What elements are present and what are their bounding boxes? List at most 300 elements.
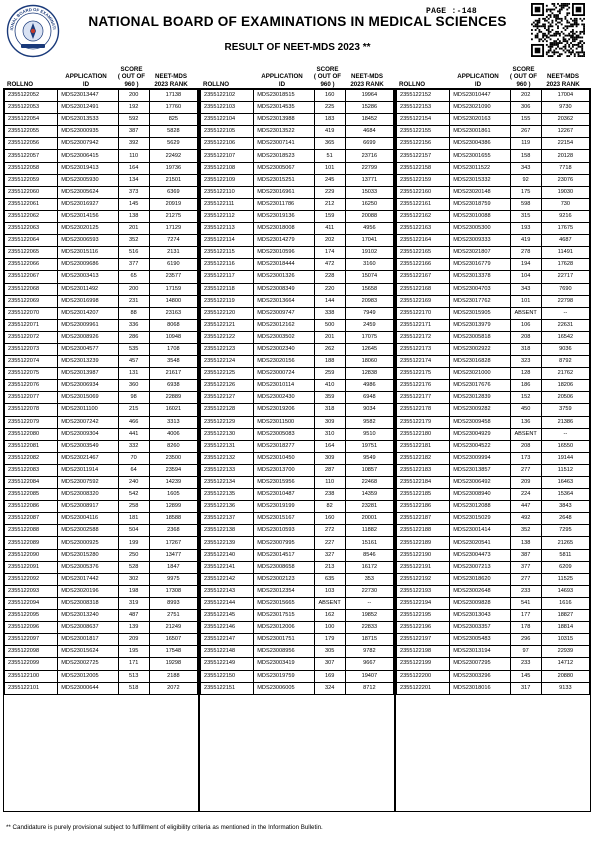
application-id-cell: MDS23006492 bbox=[450, 477, 510, 489]
table-row bbox=[5, 404, 198, 416]
score-cell: 128 bbox=[510, 368, 541, 380]
score-cell: 225 bbox=[314, 102, 345, 114]
roll-no-cell: 2355122055 bbox=[5, 126, 58, 138]
score-cell: 138 bbox=[510, 537, 541, 549]
roll-no-cell: 2355122183 bbox=[397, 464, 450, 476]
roll-no-cell: 2355122064 bbox=[5, 235, 58, 247]
roll-no-cell: 2355122102 bbox=[201, 90, 254, 102]
roll-no-cell: 2355122116 bbox=[201, 259, 254, 271]
roll-no-cell: 2355122117 bbox=[201, 271, 254, 283]
score-cell: 103 bbox=[314, 585, 345, 597]
score-cell: 233 bbox=[510, 585, 541, 597]
rank-cell: 7949 bbox=[345, 307, 393, 319]
rollno-header: ROLLNO bbox=[203, 80, 230, 88]
application-id-cell: MDS23004577 bbox=[58, 343, 118, 355]
application-id-cell: MDS23009686 bbox=[58, 259, 118, 271]
application-id-cell: MDS23011492 bbox=[58, 283, 118, 295]
score-cell: 88 bbox=[118, 307, 149, 319]
table-row bbox=[397, 162, 590, 174]
score-cell: 343 bbox=[510, 283, 541, 295]
table-row bbox=[5, 259, 198, 271]
roll-no-cell: 2355122171 bbox=[397, 319, 450, 331]
table-row bbox=[397, 90, 590, 102]
table-row bbox=[397, 489, 590, 501]
application-id-cell: MDS23013447 bbox=[58, 90, 118, 102]
rank-cell: 15161 bbox=[345, 537, 393, 549]
roll-no-cell: 2355122054 bbox=[5, 114, 58, 126]
application-id-cell: MDS23005067 bbox=[254, 162, 314, 174]
roll-no-cell: 2355122062 bbox=[5, 210, 58, 222]
application-id-cell: MDS23000935 bbox=[58, 126, 118, 138]
score-cell: 194 bbox=[510, 259, 541, 271]
table-row bbox=[397, 440, 590, 452]
score-cell: 212 bbox=[314, 198, 345, 210]
application-id-cell: MDS23019199 bbox=[254, 501, 314, 513]
table-row bbox=[201, 259, 394, 271]
rank-cell: 2131 bbox=[149, 247, 197, 259]
table-row bbox=[5, 126, 198, 138]
table-row bbox=[397, 610, 590, 622]
rank-cell: 16542 bbox=[541, 331, 589, 343]
roll-no-cell: 2355122119 bbox=[201, 295, 254, 307]
roll-no-cell: 2355122092 bbox=[5, 573, 58, 585]
roll-no-cell: 2355122198 bbox=[397, 646, 450, 658]
rank-cell: 15033 bbox=[345, 186, 393, 198]
application-id-cell: MDS23013522 bbox=[254, 126, 314, 138]
roll-no-cell: 2355122147 bbox=[201, 634, 254, 646]
score-cell: 160 bbox=[314, 90, 345, 102]
rank-cell: 17308 bbox=[149, 585, 197, 597]
table-row bbox=[5, 368, 198, 380]
score-cell: 97 bbox=[510, 646, 541, 658]
application-id-cell: MDS23000644 bbox=[58, 682, 118, 694]
rank-cell: 16463 bbox=[541, 477, 589, 489]
application-id-cell: MDS23015029 bbox=[450, 513, 510, 525]
score-cell: 307 bbox=[314, 658, 345, 670]
rank-cell: 2188 bbox=[149, 670, 197, 682]
application-id-cell: MDS23015665 bbox=[254, 597, 314, 609]
table-row bbox=[397, 646, 590, 658]
score-cell: 324 bbox=[314, 682, 345, 694]
score-cell: 208 bbox=[510, 331, 541, 343]
rank-cell: 9549 bbox=[345, 452, 393, 464]
table-row bbox=[5, 223, 198, 235]
roll-no-cell: 2355122160 bbox=[397, 186, 450, 198]
roll-no-cell: 2355122157 bbox=[397, 150, 450, 162]
application-id-cell: MDS23018444 bbox=[254, 259, 314, 271]
application-id-cell: MDS23017515 bbox=[254, 610, 314, 622]
application-id-cell: MDS23015251 bbox=[254, 174, 314, 186]
score-cell: 64 bbox=[118, 464, 149, 476]
table-row bbox=[397, 331, 590, 343]
rank-cell: 22833 bbox=[345, 622, 393, 634]
score-cell: 202 bbox=[510, 90, 541, 102]
roll-no-cell: 2355122124 bbox=[201, 356, 254, 368]
score-cell: 174 bbox=[314, 247, 345, 259]
table-row bbox=[397, 634, 590, 646]
table-row bbox=[5, 186, 198, 198]
roll-no-cell: 2355122194 bbox=[397, 597, 450, 609]
table-row bbox=[201, 525, 394, 537]
table-row bbox=[201, 622, 394, 634]
rank-cell: 20506 bbox=[541, 392, 589, 404]
table-row bbox=[397, 549, 590, 561]
roll-no-cell: 2355122135 bbox=[201, 489, 254, 501]
table-row bbox=[397, 585, 590, 597]
roll-no-cell: 2355122065 bbox=[5, 247, 58, 259]
score-cell: 419 bbox=[510, 235, 541, 247]
table-row bbox=[397, 247, 590, 259]
roll-no-cell: 2355122167 bbox=[397, 271, 450, 283]
table-row bbox=[397, 186, 590, 198]
roll-no-cell: 2355122150 bbox=[201, 670, 254, 682]
rank-cell: 4684 bbox=[345, 126, 393, 138]
rank-cell: 4006 bbox=[149, 428, 197, 440]
application-id-cell: MDS23009282 bbox=[450, 404, 510, 416]
score-cell: 145 bbox=[118, 198, 149, 210]
table-row bbox=[5, 646, 198, 658]
roll-no-cell: 2355122074 bbox=[5, 356, 58, 368]
application-id-cell: MDS23001326 bbox=[254, 271, 314, 283]
roll-no-cell: 2355122076 bbox=[5, 380, 58, 392]
roll-no-cell: 2355122132 bbox=[201, 452, 254, 464]
score-cell: 310 bbox=[314, 428, 345, 440]
rank-cell: 7690 bbox=[541, 283, 589, 295]
application-id-cell: MDS23008917 bbox=[58, 501, 118, 513]
table-row bbox=[397, 622, 590, 634]
application-id-cell: MDS23002588 bbox=[58, 525, 118, 537]
application-id-cell: MDS23004522 bbox=[450, 440, 510, 452]
application-id-cell: MDS23007942 bbox=[58, 138, 118, 150]
rank-cell: 730 bbox=[541, 198, 589, 210]
application-id-cell: MDS23004703 bbox=[450, 283, 510, 295]
score-cell: 441 bbox=[118, 428, 149, 440]
roll-no-cell: 2355122083 bbox=[5, 464, 58, 476]
table-row bbox=[5, 670, 198, 682]
table-row bbox=[5, 440, 198, 452]
roll-no-cell: 2355122199 bbox=[397, 658, 450, 670]
roll-no-cell: 2355122168 bbox=[397, 283, 450, 295]
application-id-cell: MDS23008320 bbox=[58, 489, 118, 501]
table-row bbox=[397, 561, 590, 573]
roll-no-cell: 2355122192 bbox=[397, 573, 450, 585]
application-id-cell: MDS23002648 bbox=[450, 585, 510, 597]
score-cell: 487 bbox=[118, 610, 149, 622]
application-id-cell: MDS23003357 bbox=[450, 622, 510, 634]
roll-no-cell: 2355122095 bbox=[5, 610, 58, 622]
application-id-cell: MDS23010447 bbox=[450, 90, 510, 102]
score-cell: 164 bbox=[118, 162, 149, 174]
application-id-cell: MDS23013664 bbox=[254, 295, 314, 307]
rank-cell: 14359 bbox=[345, 489, 393, 501]
rank-cell: 23716 bbox=[345, 150, 393, 162]
application-id-cell: MDS23018759 bbox=[450, 198, 510, 210]
application-id-cell: MDS23005376 bbox=[58, 561, 118, 573]
score-cell: 377 bbox=[118, 259, 149, 271]
table-row bbox=[397, 416, 590, 428]
rank-cell: 22939 bbox=[541, 646, 589, 658]
score-cell: 144 bbox=[314, 295, 345, 307]
score-cell: 359 bbox=[314, 392, 345, 404]
column-headers-2 bbox=[199, 66, 391, 88]
roll-no-cell: 2355122130 bbox=[201, 428, 254, 440]
rank-cell: 4687 bbox=[541, 235, 589, 247]
score-cell: 472 bbox=[314, 259, 345, 271]
rank-cell: 3843 bbox=[541, 501, 589, 513]
table-row bbox=[5, 549, 198, 561]
score-cell: 592 bbox=[118, 114, 149, 126]
rank-cell: 20128 bbox=[541, 150, 589, 162]
table-row bbox=[5, 198, 198, 210]
roll-no-cell: 2355122176 bbox=[397, 380, 450, 392]
score-cell: 169 bbox=[314, 670, 345, 682]
rank-cell: -- bbox=[541, 428, 589, 440]
roll-no-cell: 2355122105 bbox=[201, 126, 254, 138]
table-row bbox=[5, 138, 198, 150]
application-id-cell: MDS23009458 bbox=[450, 416, 510, 428]
score-cell: 186 bbox=[510, 380, 541, 392]
application-id-cell: MDS23013194 bbox=[450, 646, 510, 658]
application-id-cell: MDS23010114 bbox=[254, 380, 314, 392]
table-row bbox=[201, 343, 394, 355]
score-cell: 139 bbox=[118, 622, 149, 634]
score-cell: 352 bbox=[118, 235, 149, 247]
roll-no-cell: 2355122152 bbox=[397, 90, 450, 102]
rank-cell: 15074 bbox=[345, 271, 393, 283]
table-row bbox=[397, 452, 590, 464]
application-id-cell: MDS23008926 bbox=[58, 331, 118, 343]
rank-cell: 17004 bbox=[541, 90, 589, 102]
roll-no-cell: 2355122104 bbox=[201, 114, 254, 126]
roll-no-cell: 2355122078 bbox=[5, 404, 58, 416]
score-cell: 466 bbox=[118, 416, 149, 428]
table-row bbox=[201, 126, 394, 138]
application-id-header: APPLICATION ID bbox=[261, 73, 303, 88]
application-id-cell: MDS23021000 bbox=[450, 368, 510, 380]
application-id-cell: MDS23020125 bbox=[58, 223, 118, 235]
score-cell: 410 bbox=[314, 380, 345, 392]
roll-no-cell: 2355122129 bbox=[201, 416, 254, 428]
application-id-cell: MDS23010088 bbox=[450, 210, 510, 222]
score-cell: 365 bbox=[314, 138, 345, 150]
score-cell: 277 bbox=[510, 573, 541, 585]
score-cell: 202 bbox=[314, 235, 345, 247]
application-id-cell: MDS23013987 bbox=[58, 368, 118, 380]
rank-cell: 19964 bbox=[345, 90, 393, 102]
rank-cell: 18452 bbox=[345, 114, 393, 126]
application-id-cell: MDS23020541 bbox=[450, 537, 510, 549]
score-cell: 272 bbox=[314, 525, 345, 537]
table-row bbox=[397, 126, 590, 138]
score-cell: 450 bbox=[510, 404, 541, 416]
table-row bbox=[201, 368, 394, 380]
score-cell: 188 bbox=[314, 356, 345, 368]
rank-cell: 15286 bbox=[345, 102, 393, 114]
rank-cell: 2648 bbox=[541, 513, 589, 525]
rank-cell: 19407 bbox=[345, 670, 393, 682]
score-cell: 286 bbox=[118, 331, 149, 343]
table-row bbox=[5, 477, 198, 489]
roll-no-cell: 2355122159 bbox=[397, 174, 450, 186]
table-row bbox=[201, 561, 394, 573]
rank-cell: 13771 bbox=[345, 174, 393, 186]
table-row bbox=[201, 150, 394, 162]
application-id-cell: MDS23009994 bbox=[450, 452, 510, 464]
rank-cell: 19144 bbox=[541, 452, 589, 464]
table-row bbox=[201, 356, 394, 368]
rank-cell: 18715 bbox=[345, 634, 393, 646]
application-id-cell: MDS23020163 bbox=[450, 114, 510, 126]
score-cell: 209 bbox=[510, 477, 541, 489]
roll-no-cell: 2355122184 bbox=[397, 477, 450, 489]
application-id-cell: MDS23005930 bbox=[58, 174, 118, 186]
table-row bbox=[201, 162, 394, 174]
table-row bbox=[201, 416, 394, 428]
rank-cell: 18588 bbox=[149, 513, 197, 525]
table-row bbox=[397, 307, 590, 319]
application-id-cell: MDS23002725 bbox=[58, 658, 118, 670]
rank-cell: 22798 bbox=[541, 295, 589, 307]
rank-header: NEET-MDS 2023 RANK bbox=[154, 73, 188, 88]
application-id-cell: MDS23000724 bbox=[254, 368, 314, 380]
application-id-cell: MDS23015069 bbox=[58, 392, 118, 404]
table-row bbox=[201, 682, 394, 694]
roll-no-cell: 2355122162 bbox=[397, 210, 450, 222]
rank-cell: 1847 bbox=[149, 561, 197, 573]
roll-no-cell: 2355122182 bbox=[397, 452, 450, 464]
rank-header: NEET-MDS 2023 RANK bbox=[350, 73, 384, 88]
rank-cell: 4986 bbox=[345, 380, 393, 392]
application-id-cell: MDS23004116 bbox=[58, 513, 118, 525]
rank-cell: 9034 bbox=[345, 404, 393, 416]
roll-no-cell: 2355122073 bbox=[5, 343, 58, 355]
application-id-cell: MDS23005300 bbox=[450, 223, 510, 235]
score-cell: 220 bbox=[314, 283, 345, 295]
table-row bbox=[5, 380, 198, 392]
score-cell: 277 bbox=[510, 464, 541, 476]
application-id-cell: MDS23013979 bbox=[450, 319, 510, 331]
table-row bbox=[5, 295, 198, 307]
table-row bbox=[397, 283, 590, 295]
application-id-cell: MDS23004386 bbox=[450, 138, 510, 150]
application-id-cell: MDS23009333 bbox=[450, 235, 510, 247]
score-cell: 198 bbox=[118, 585, 149, 597]
rank-cell: 2072 bbox=[149, 682, 197, 694]
roll-no-cell: 2355122053 bbox=[5, 102, 58, 114]
application-id-cell: MDS23014517 bbox=[254, 549, 314, 561]
score-cell: 250 bbox=[118, 549, 149, 561]
roll-no-cell: 2355122134 bbox=[201, 477, 254, 489]
table-row bbox=[397, 114, 590, 126]
table-row bbox=[397, 428, 590, 440]
table-row bbox=[201, 380, 394, 392]
score-cell: 317 bbox=[510, 682, 541, 694]
score-cell: 209 bbox=[118, 634, 149, 646]
rank-cell: 9582 bbox=[345, 416, 393, 428]
roll-no-cell: 2355122197 bbox=[397, 634, 450, 646]
roll-no-cell: 2355122081 bbox=[5, 440, 58, 452]
roll-no-cell: 2355122106 bbox=[201, 138, 254, 150]
roll-no-cell: 2355122128 bbox=[201, 404, 254, 416]
table-row bbox=[5, 210, 198, 222]
roll-no-cell: 2355122096 bbox=[5, 622, 58, 634]
application-id-cell: MDS23012839 bbox=[450, 392, 510, 404]
table-row bbox=[397, 259, 590, 271]
roll-no-cell: 2355122122 bbox=[201, 331, 254, 343]
table-row bbox=[5, 319, 198, 331]
rank-cell: 17138 bbox=[149, 90, 197, 102]
score-cell: 259 bbox=[314, 368, 345, 380]
rank-cell: 12899 bbox=[149, 501, 197, 513]
table-row bbox=[5, 392, 198, 404]
roll-no-cell: 2355122103 bbox=[201, 102, 254, 114]
table-row bbox=[397, 658, 590, 670]
rank-cell: 15364 bbox=[541, 489, 589, 501]
score-cell: 233 bbox=[510, 658, 541, 670]
rank-cell: 9133 bbox=[541, 682, 589, 694]
rank-cell: 9510 bbox=[345, 428, 393, 440]
table-row bbox=[397, 501, 590, 513]
rank-cell: 22799 bbox=[345, 162, 393, 174]
rank-cell: 20983 bbox=[345, 295, 393, 307]
rollno-header: ROLLNO bbox=[399, 80, 426, 88]
rank-cell: 3160 bbox=[345, 259, 393, 271]
score-cell: 516 bbox=[118, 247, 149, 259]
rank-cell: 21501 bbox=[149, 174, 197, 186]
score-cell: 200 bbox=[118, 90, 149, 102]
application-id-cell: MDS23014207 bbox=[58, 307, 118, 319]
score-cell: 101 bbox=[314, 162, 345, 174]
application-id-cell: MDS23008956 bbox=[254, 646, 314, 658]
table-row bbox=[201, 114, 394, 126]
score-cell: 152 bbox=[510, 392, 541, 404]
application-id-cell: MDS23013988 bbox=[254, 114, 314, 126]
roll-no-cell: 2355122153 bbox=[397, 102, 450, 114]
rank-cell: 17628 bbox=[541, 259, 589, 271]
application-id-cell: MDS23020196 bbox=[58, 585, 118, 597]
score-cell: 101 bbox=[510, 295, 541, 307]
score-cell: 457 bbox=[118, 356, 149, 368]
score-cell: 215 bbox=[118, 404, 149, 416]
score-cell: 343 bbox=[510, 162, 541, 174]
rank-cell: 19030 bbox=[541, 186, 589, 198]
table-row bbox=[201, 646, 394, 658]
score-cell: 199 bbox=[118, 537, 149, 549]
application-id-cell: MDS23013700 bbox=[254, 464, 314, 476]
application-id-cell: MDS23007242 bbox=[58, 416, 118, 428]
application-id-cell: MDS23016927 bbox=[58, 198, 118, 210]
rank-cell: 22468 bbox=[345, 477, 393, 489]
page-header bbox=[0, 0, 595, 62]
application-id-cell: MDS23012005 bbox=[58, 670, 118, 682]
rank-cell: 14712 bbox=[541, 658, 589, 670]
table-row bbox=[397, 537, 590, 549]
rank-cell: 23594 bbox=[149, 464, 197, 476]
score-cell: 178 bbox=[510, 622, 541, 634]
score-cell: 82 bbox=[314, 501, 345, 513]
score-cell: 229 bbox=[314, 186, 345, 198]
score-cell: 238 bbox=[314, 489, 345, 501]
score-cell: 106 bbox=[510, 319, 541, 331]
application-id-cell: MDS23013378 bbox=[450, 271, 510, 283]
table-row bbox=[201, 307, 394, 319]
application-id-cell: MDS23018277 bbox=[254, 440, 314, 452]
application-id-cell: MDS23001751 bbox=[254, 634, 314, 646]
application-id-cell: MDS23001861 bbox=[450, 126, 510, 138]
roll-no-cell: 2355122140 bbox=[201, 549, 254, 561]
rank-cell: 10948 bbox=[149, 331, 197, 343]
table-row bbox=[5, 114, 198, 126]
